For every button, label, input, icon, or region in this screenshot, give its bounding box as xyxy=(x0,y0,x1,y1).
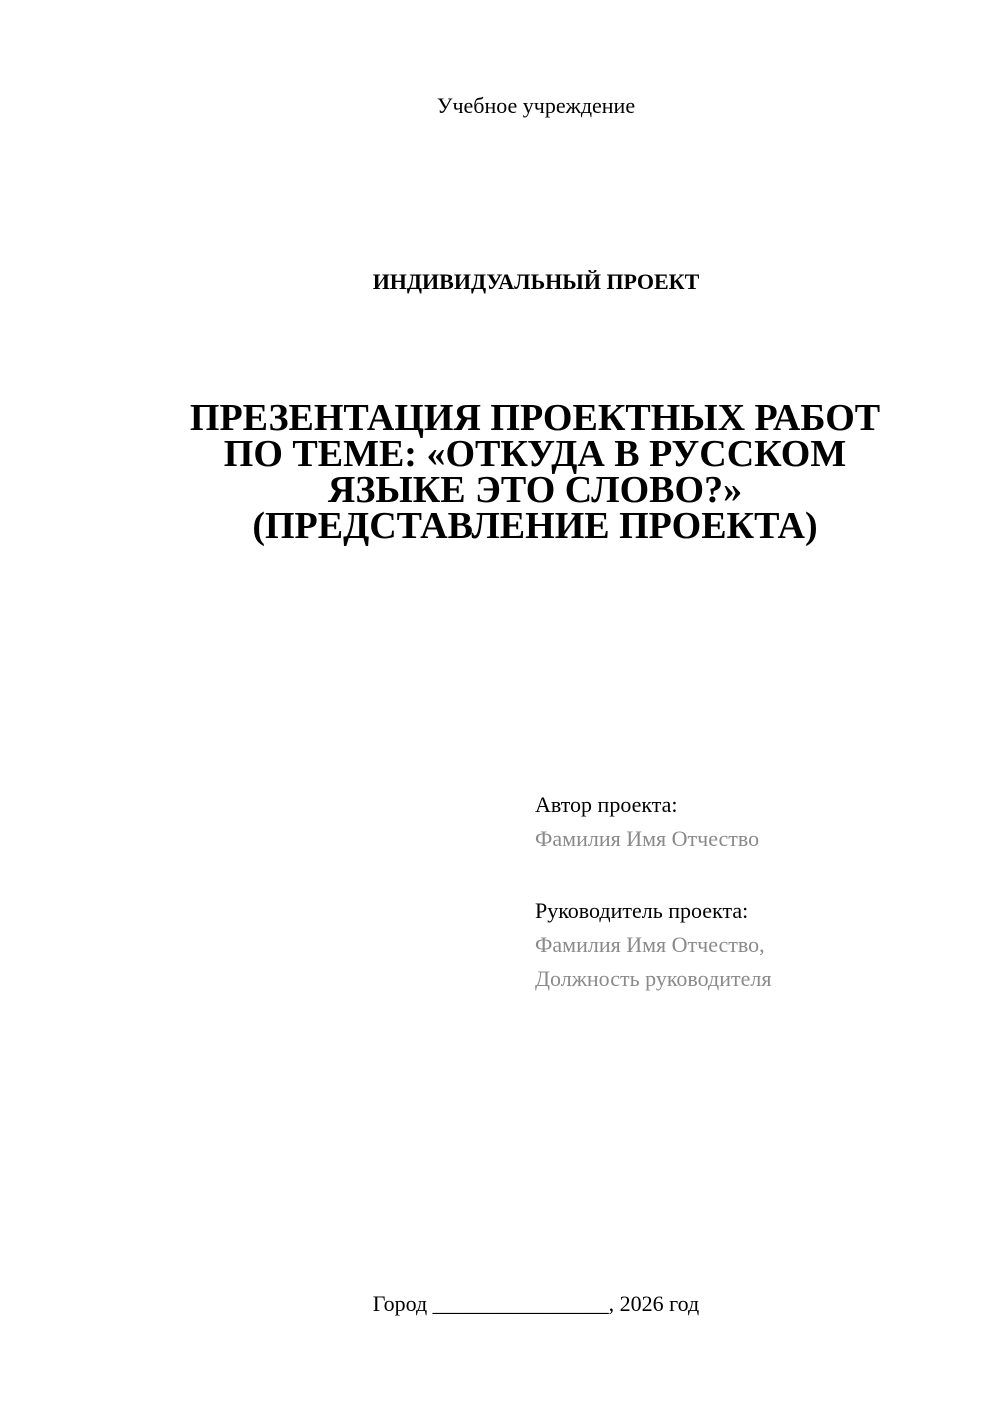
project-type: ИНДИВИДУАЛЬНЫЙ ПРОЕКТ xyxy=(372,269,700,294)
author-name: Фамилия Имя Отчество xyxy=(535,826,760,851)
project-title xyxy=(170,397,900,547)
author-label: Автор проекта: xyxy=(535,792,678,817)
project-title-line: ПО ТЕМЕ: «ОТКУДА В РУССКОМ xyxy=(223,433,847,475)
supervisor-name: Фамилия Имя Отчество, xyxy=(535,932,765,957)
project-info-block xyxy=(535,788,975,996)
project-title-line: ЯЗЫКЕ ЭТО СЛОВО?» xyxy=(327,469,743,511)
spacer xyxy=(535,856,975,894)
supervisor-label: Руководитель проекта: xyxy=(535,898,749,923)
supervisor-position: Должность руководителя xyxy=(535,966,772,991)
city-year-line: Город ________________, 2026 год xyxy=(372,1291,700,1316)
project-title-line: ПРЕЗЕНТАЦИЯ ПРОЕКТНЫХ РАБОТ xyxy=(189,397,881,439)
project-title-line: (ПРЕДСТАВЛЕНИЕ ПРОЕКТА) xyxy=(252,505,818,547)
institution-name: Учебное учреждение xyxy=(436,93,636,118)
